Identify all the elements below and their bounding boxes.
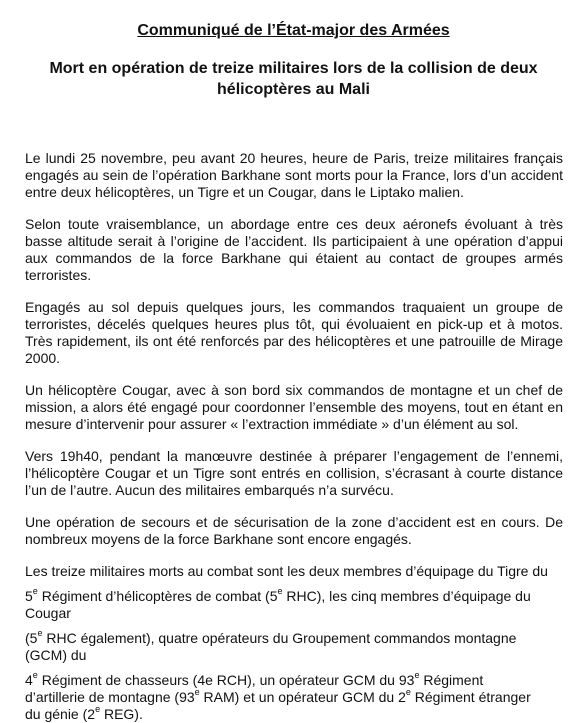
superscript: e <box>194 687 200 698</box>
line-1: Les treize militaires morts au combat sont les deux membres d’équipage du Tigre du <box>25 563 548 579</box>
ordinal-number: 4 <box>25 672 33 688</box>
superscript: e <box>277 586 283 597</box>
paragraph-6: Une opération de secours et de sécurisation de la zone d’accident est en cours. De nombreux moyens de la force Barkhane sont encore engagés. <box>25 514 563 547</box>
paragraph-5: Vers 19h40, pendant la manœuvre destinée à préparer l’engagement de l’ennemi, l’hélicoptère Cougar et un Tigre sont entrés en collision, s’écrasant à courte distance l’un de l’autre. Aucun des militaires embarqués n’a survécu. <box>25 448 563 498</box>
line-3: Cougar <box>25 605 71 621</box>
text-segment: Régiment <box>419 672 484 688</box>
communique-title: Communiqué de l’État-major des Armées <box>137 22 450 39</box>
text-segment: RHC), les cinq membres d’équipage du <box>282 588 531 604</box>
superscript: e <box>37 628 43 639</box>
paragraph-1: Le lundi 25 novembre, peu avant 20 heures, heure de Paris, treize militaires français engagés au sein de l’opération Barkhane sont morts pour la France, lors d’un accident entre deux hélicoptères, un Tigre et un Cougar, dans le Liptako malien. <box>25 150 563 200</box>
text-segment: RHC également), quatre opérateurs du Groupement commandos montagne <box>42 630 517 646</box>
document-body <box>25 150 563 723</box>
paragraph-4: Un hélicoptère Cougar, avec à son bord six commandos de montagne et un chef de mission, a alors été engagé pour coordonner l’ensemble des moyens, tout en étant en mesure d’intervenir pour assurer « l’extraction immédiate » d’un élément au sol. <box>25 382 563 432</box>
line-8 <box>25 706 563 723</box>
text-segment: Régiment étranger <box>410 689 531 705</box>
text-segment: RAM) et un opérateur GCM du 2 <box>199 689 406 705</box>
superscript: e <box>405 687 411 698</box>
superscript: e <box>414 670 420 681</box>
superscript: e <box>32 586 38 597</box>
text-segment: d’artillerie de montagne (93 <box>25 689 195 705</box>
text-segment: (5 <box>25 630 38 646</box>
text-segment: Régiment d’hélicoptères de combat (5 <box>37 588 278 604</box>
line-5: (GCM) du <box>25 647 87 663</box>
ordinal-number: 5 <box>25 588 33 604</box>
text-segment: du génie (2 <box>25 706 96 722</box>
superscript: e <box>95 704 101 715</box>
paragraph-2: Selon toute vraisemblance, un abordage entre ces deux aéronefs évoluant à très basse altitude serait à l’origine de l’accident. Ils participaient à une opération d’appui aux commandos de la force Barkhane qui étaient au contact de groupes armés terroristes. <box>25 216 563 283</box>
text-segment: Régiment de chasseurs (4e RCH), un opérateur GCM du 93 <box>37 672 415 688</box>
text-segment: REG). <box>100 706 143 722</box>
paragraph-3: Engagés au sol depuis quelques jours, les commandos traquaient un groupe de terroristes, décelés quelques heures plus tôt, qui évoluaient en pick-up et à motos. Très rapidement, ils ont été renforcés par des hélicoptères et une patrouille de Mirage 2000. <box>25 299 563 366</box>
superscript: e <box>32 670 38 681</box>
line-7 <box>25 689 563 706</box>
casualties-paragraph <box>25 563 563 723</box>
line-2 <box>25 588 563 605</box>
line-6 <box>25 672 563 689</box>
headline: Mort en opération de treize militaires lors de la collision de deux hélicoptères au Mali <box>49 60 538 98</box>
line-4 <box>25 630 563 647</box>
